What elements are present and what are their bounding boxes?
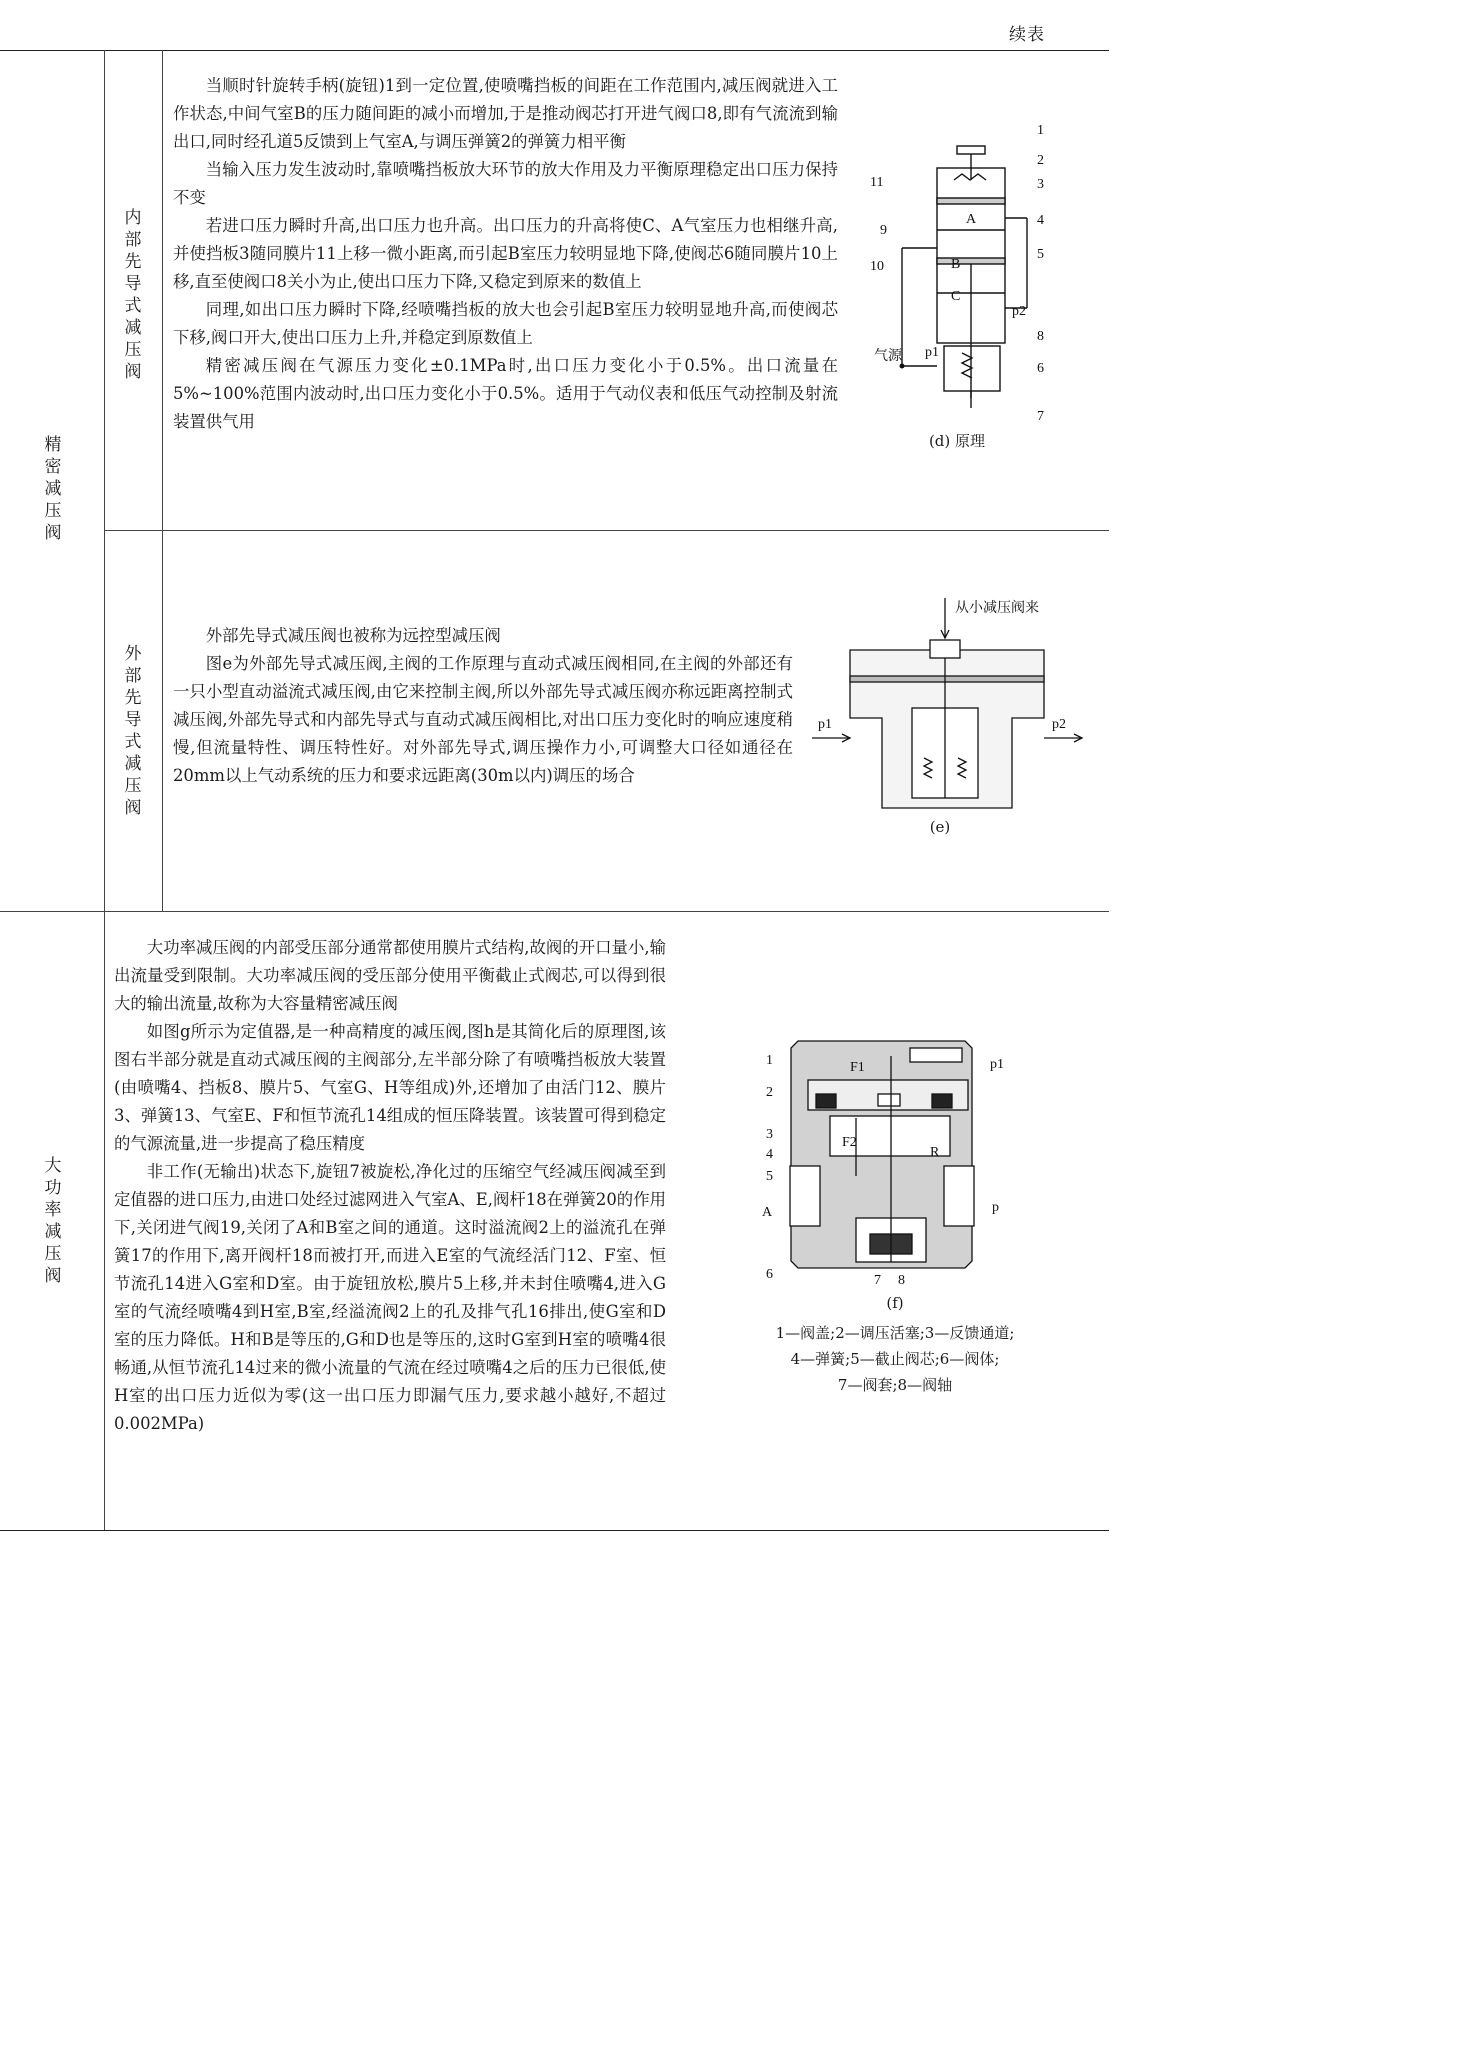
p2-label: p2 — [1052, 717, 1066, 732]
high-power-description — [114, 934, 666, 1438]
figure-e-caption: (e) — [929, 818, 951, 836]
part-number: 2 — [766, 1085, 773, 1100]
row-divider — [0, 911, 1109, 912]
paragraph: 大功率减压阀的内部受压部分通常都使用膜片式结构,故阀的开口量小,输出流量受到限制。大功率减压阀的受压部分使用平衡截止式阀芯,可以得到很大的输出流量,故称为大容量精密减压阀 — [114, 938, 666, 1013]
part-number: 7 — [874, 1273, 881, 1288]
paragraph: 非工作(无输出)状态下,旋钮7被旋松,净化过的压缩空气经减压阀减至到定值器的进口压力,由进口处经过滤网进入气室A、E,阀杆18在弹簧20的作用下,关闭进气阀19,关闭了A和B室之间的通道。这时溢流阀2上的溢流孔在弹簧17的作用下,离开阀杆18而被打开,而进入E室的气流经活门12、F室、恒节流孔14进入G室和D室。由于旋钮放松,膜片5上移,并未封住喷嘴4,进入G室的气流经喷嘴4到H室,B室,经溢流阀2上的孔及排气孔16排出,使G室和D室的压力降低。H和B是等压的,G和D也是等压的,这时G室到H室的喷嘴4很畅通,从恒节流孔14过来的微小流量的气流在经过喷嘴4之后的压力已很低,使H室的出口压力近似为零(这一出口压力即漏气压力,要求越小越好,不超过0.002MPa) — [114, 1162, 666, 1433]
chamber-b-label: B — [951, 257, 961, 272]
paragraph: 若进口压力瞬时升高,出口压力也升高。出口压力的升高将使C、A气室压力也相继升高,并使挡板3随同膜片11上移一微小距离,而引起B室压力较明显地下降,使阀芯6随同膜片10上移,直至使阀口8关小为止,使出口压力下降,又稳定到原来的数值上 — [173, 216, 838, 291]
paragraph: 当顺时针旋转手柄(旋钮)1到一定位置,使喷嘴挡板的间距在工作范围内,减压阀就进入工作状态,中间气室B的压力随间距的减小而增加,于是推动阀芯打开进气阀口8,即有气流流到输出口,同时经孔道5反馈到上气室A,与调压弹簧2的弹簧力相平衡 — [173, 76, 838, 151]
internal-pilot-description — [173, 72, 838, 436]
figure-d-caption: (d) 原理 — [928, 432, 986, 450]
figure-f-caption: (f) — [886, 1294, 904, 1312]
paragraph: 同理,如出口压力瞬时下降,经喷嘴挡板的放大也会引起B室压力较明显地升高,而使阀芯下移,阀口开大,使出口压力上升,并稳定到原数值上 — [173, 300, 838, 347]
continued-label: 续表 — [1009, 25, 1045, 45]
part-number: 5 — [1037, 247, 1044, 262]
legend-line: 1—阀盖;2—调压活塞;3—反馈通道; — [775, 1324, 1015, 1342]
part-number: 8 — [898, 1273, 905, 1288]
category-external-pilot: 外部先导式减压阀 — [124, 644, 142, 818]
legend-line: 4—弹簧;5—截止阀芯;6—阀体; — [790, 1350, 1000, 1368]
column-divider — [104, 50, 105, 1530]
figure-f-legend — [715, 1320, 1075, 1398]
part-number: 6 — [766, 1267, 773, 1282]
paragraph: 如图g所示为定值器,是一种高精度的减压阀,图h是其简化后的原理图,该图右半部分就是直动式减压阀的主阀部分,左半部分除了有喷嘴挡板放大装置(由喷嘴4、挡板8、膜片5、气室G、H等组成)外,还增加了由活门12、膜片3、弹簧13、气室E、F和恒节流孔14组成的恒压降装置。该装置可得到稳定的气源流量,进一步提高了稳压精度 — [114, 1022, 666, 1153]
p2-label: p2 — [1012, 304, 1026, 319]
part-number: 3 — [1037, 177, 1044, 192]
part-number: 5 — [766, 1169, 773, 1184]
f1-label: F1 — [850, 1060, 865, 1075]
category-high-power: 大功率减压阀 — [44, 1156, 62, 1286]
legend-line: 7—阀套;8—阀轴 — [837, 1376, 953, 1394]
chamber-c-label: C — [951, 289, 961, 304]
part-number: 2 — [1037, 153, 1044, 168]
part-number: 10 — [870, 259, 884, 274]
p1-label: p1 — [925, 345, 939, 360]
chamber-a-label: A — [966, 212, 977, 227]
part-number: 9 — [880, 223, 887, 238]
r-label: R — [930, 1145, 940, 1160]
p1-label: p1 — [990, 1057, 1004, 1072]
f2-label: F2 — [842, 1135, 857, 1150]
table-bottom-rule — [0, 1530, 1109, 1531]
paragraph: 精密减压阀在气源压力变化±0.1MPa时,出口压力变化小于0.5%。出口流量在5%~100%范围内波动时,出口压力变化小于0.5%。适用于气动仪表和低压气动控制及射流装置供气用 — [173, 356, 838, 431]
part-number: 7 — [1037, 409, 1044, 424]
row-divider — [104, 530, 1109, 531]
paragraph: 当输入压力发生波动时,靠喷嘴挡板放大环节的放大作用及力平衡原理稳定出口压力保持不变 — [173, 160, 838, 207]
air-source-label: 气源 — [874, 349, 902, 364]
category-internal-pilot: 内部先导式减压阀 — [124, 208, 142, 382]
p1-label: p1 — [818, 717, 832, 732]
inlet-note: 从小减压阀来 — [955, 601, 1039, 616]
part-number: 4 — [766, 1147, 773, 1162]
figure-d-principle-diagram — [862, 118, 1062, 438]
part-number: 4 — [1037, 213, 1044, 228]
part-number: 6 — [1037, 361, 1044, 376]
table-top-rule — [0, 50, 1109, 51]
paragraph: 外部先导式减压阀也被称为远控型减压阀 — [205, 626, 501, 645]
part-number: 1 — [1037, 123, 1044, 138]
figure-f-high-power-diagram — [760, 1036, 1020, 1296]
category-precision: 精密减压阀 — [44, 435, 62, 543]
figure-e-external-pilot-diagram — [812, 598, 1087, 838]
part-number: 3 — [766, 1127, 773, 1142]
a-label: A — [762, 1205, 773, 1220]
part-number: 1 — [766, 1053, 773, 1068]
external-pilot-description — [173, 622, 793, 790]
part-number: 11 — [870, 175, 884, 190]
p-label: p — [992, 1200, 999, 1215]
part-number: 8 — [1037, 329, 1044, 344]
paragraph: 图e为外部先导式减压阀,主阀的工作原理与直动式减压阀相同,在主阀的外部还有一只小型直动溢流式减压阀,由它来控制主阀,所以外部先导式减压阀亦称远距离控制式减压阀,外部先导式和内部先导式与直动式减压阀相比,对出口压力变化时的响应速度稍慢,但流量特性、调压特性好。对外部先导式,调压操作力小,可调整大口径如通径在20mm以上气动系统的压力和要求远距离(30m以内)调压的场合 — [173, 654, 793, 785]
column-divider — [162, 50, 163, 911]
